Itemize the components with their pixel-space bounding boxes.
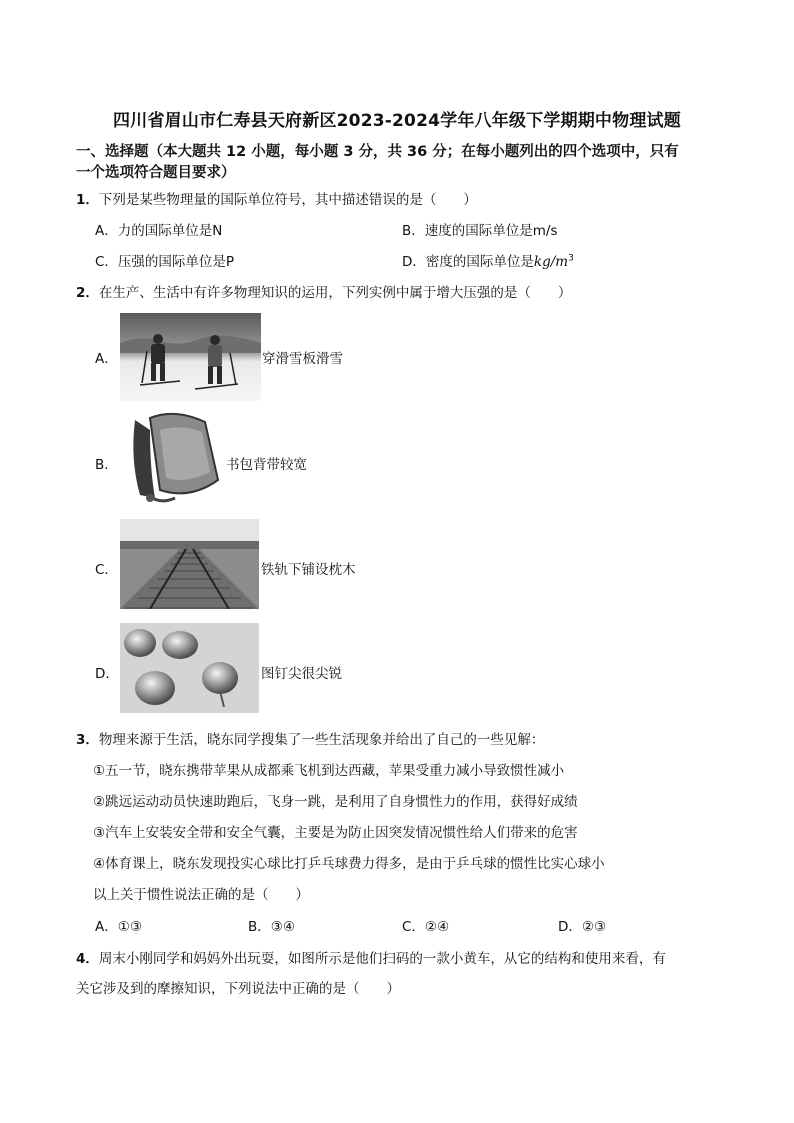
q3-statement-3: ③汽车上安装安全带和安全气囊，主要是为防止因突发情况惯性给人们带来的危害 <box>93 825 578 841</box>
option-text: D．密度的国际单位是 <box>402 254 534 270</box>
q2-option-b-letter: B． <box>95 457 118 473</box>
q3-option-b: B．③④ <box>248 919 295 935</box>
q3-statement-4: ④体育课上，晓东发现投实心球比打乒乓球费力得多，是由于乒乓球的惯性比实心球小 <box>93 856 605 872</box>
question-stem: 下列是某些物理量的国际单位符号，其中描述错误的是（ ） <box>98 192 477 208</box>
q2-option-a-letter: A． <box>95 351 118 367</box>
question-number: 3． <box>76 732 99 748</box>
q3-option-c: C．②④ <box>402 919 450 935</box>
section-heading-continued: 一个选项符合题目要求） <box>76 165 236 181</box>
q2-option-a-text: 穿滑雪板滑雪 <box>262 351 343 367</box>
q1-option-a: A．力的国际单位是N <box>95 223 223 239</box>
question-stem: 物理来源于生活，晓东同学搜集了一些生活现象并给出了自己的一些见解： <box>98 732 545 748</box>
page-title: 四川省眉山市仁寿县天府新区2023-2024学年八年级下学期期中物理试题 <box>113 111 681 131</box>
q3-statement-1: ①五一节，晓东携带苹果从成都乘飞机到达西藏，苹果受重力减小导致惯性减小 <box>93 763 565 779</box>
question-number: 1． <box>76 192 99 208</box>
question-1 <box>76 188 477 208</box>
q2-option-c-letter: C． <box>95 562 118 578</box>
q2-option-d-letter: D． <box>95 666 119 682</box>
q2-option-c-text: 铁轨下铺设枕木 <box>261 562 356 578</box>
q3-question: 以上关于惯性说法正确的是（ ） <box>93 887 309 903</box>
railway-photo <box>120 519 259 609</box>
question-4 <box>76 947 666 967</box>
skiing-photo <box>120 313 261 401</box>
q2-option-b-text: 书包背带较宽 <box>226 457 307 473</box>
section-heading: 一、选择题（本大题共 12 小题，每小题 3 分，共 36 分；在每小题列出的四个选项中，只有 <box>76 144 679 160</box>
q1-option-d <box>402 250 574 270</box>
q2-option-d-text: 图钉尖很尖锐 <box>261 666 342 682</box>
thumbtack-photo <box>120 623 259 713</box>
backpack-photo <box>120 410 225 510</box>
q1-option-c: C．压强的国际单位是P <box>95 254 235 270</box>
question-4-continued: 关它涉及到的摩擦知识，下列说法中正确的是（ ） <box>76 981 400 997</box>
q3-statement-2: ②跳远运动动员快速助跑后，飞身一跳，是利用了自身惯性力的作用，获得好成绩 <box>93 794 578 810</box>
unit-exponent: 3 <box>568 253 574 264</box>
question-number: 4． <box>76 951 99 967</box>
q3-option-a: A．①③ <box>95 919 142 935</box>
question-2 <box>76 281 571 301</box>
q3-option-d: D．②③ <box>558 919 607 935</box>
question-3 <box>76 728 544 748</box>
question-stem: 在生产、生活中有许多物理知识的运用，下列实例中属于增大压强的是（ ） <box>98 285 572 301</box>
density-unit: kg/m <box>533 254 569 270</box>
q1-option-b: B．速度的国际单位是m/s <box>402 223 558 239</box>
question-stem: 周末小刚同学和妈妈外出玩耍，如图所示是他们扫码的一款小黄车，从它的结构和使用来看，有 <box>98 951 666 967</box>
question-number: 2． <box>76 285 99 301</box>
